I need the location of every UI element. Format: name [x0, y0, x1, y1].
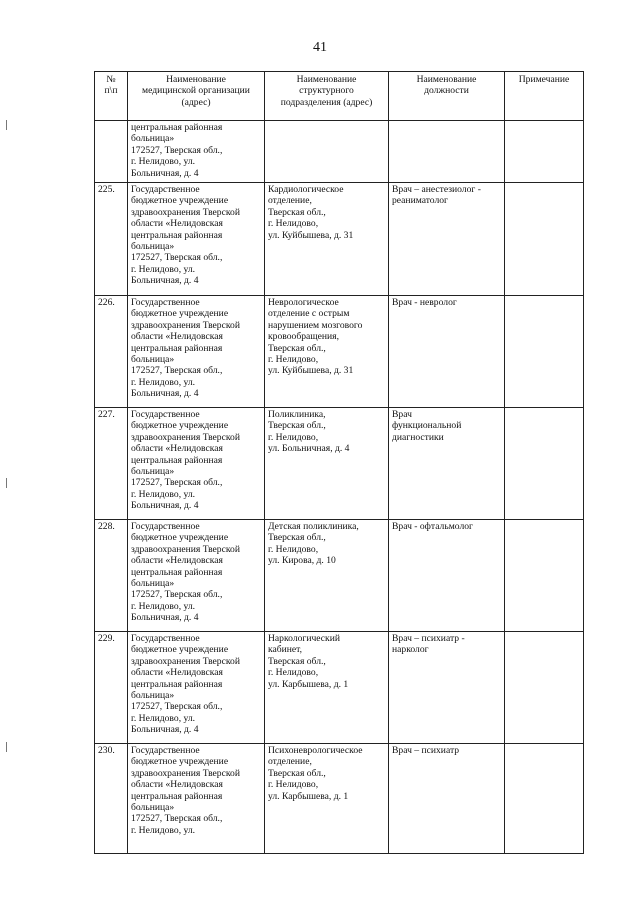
- row-organization: Государственное бюджетное учреждение здравоохранения Тверской области «Нелидовская центральная районная больница» 172527, Тверская обл., г. Нелидово, ул. Больничная, д. 4: [128, 183, 265, 296]
- header-organization: Наименование медицинской организации (адрес): [128, 72, 265, 121]
- row-organization: Государственное бюджетное учреждение здравоохранения Тверской области «Нелидовская центральная районная больница» 172527, Тверская обл., г. Нелидово, ул. Больничная, д. 4: [128, 520, 265, 632]
- row-organization: Государственное бюджетное учреждение здравоохранения Тверской области «Нелидовская центральная районная больница» 172527, Тверская обл., г. Нелидово, ул. Больничная, д. 4: [128, 296, 265, 408]
- row-position: Врач – психиатр: [389, 744, 505, 854]
- row-position: Врач - офтальмолог: [389, 520, 505, 632]
- row-position: Врач – анестезиолог - реаниматолог: [389, 183, 505, 296]
- header-num: № п\п: [95, 72, 128, 121]
- row-note: [505, 520, 584, 632]
- table-row: [95, 121, 584, 183]
- table-row: [95, 744, 584, 854]
- row-position: Врач функциональной диагностики: [389, 408, 505, 520]
- row-num: [95, 121, 128, 183]
- row-unit: Поликлиника, Тверская обл., г. Нелидово, ул. Больничная, д. 4: [265, 408, 389, 520]
- row-organization: центральная районная больница» 172527, Тверская обл., г. Нелидово, ул. Больничная, д. 4: [128, 121, 265, 183]
- row-num: 229.: [95, 632, 128, 744]
- header-position: Наименование должности: [389, 72, 505, 121]
- positions-table: [94, 71, 584, 854]
- margin-mark: [6, 120, 7, 130]
- margin-mark: [6, 742, 7, 752]
- row-note: [505, 121, 584, 183]
- row-num: 225.: [95, 183, 128, 296]
- row-num: 230.: [95, 744, 128, 854]
- table-row: [95, 296, 584, 408]
- row-num: 228.: [95, 520, 128, 632]
- row-unit: Детская поликлиника, Тверская обл., г. Нелидово, ул. Кирова, д. 10: [265, 520, 389, 632]
- margin-mark: [6, 478, 7, 488]
- header-unit: Наименование структурного подразделения (адрес): [265, 72, 389, 121]
- row-unit: Наркологический кабинет, Тверская обл., г. Нелидово, ул. Карбышева, д. 1: [265, 632, 389, 744]
- row-organization: Государственное бюджетное учреждение здравоохранения Тверской области «Нелидовская центральная районная больница» 172527, Тверская обл., г. Нелидово, ул. Больничная, д. 4: [128, 632, 265, 744]
- row-unit: Психоневрологическое отделение, Тверская обл., г. Нелидово, ул. Карбышева, д. 1: [265, 744, 389, 854]
- row-unit: Неврологическое отделение с острым нарушением мозгового кровообращения, Тверская обл., г. Нелидово, ул. Куйбышева, д. 31: [265, 296, 389, 408]
- table-row: [95, 632, 584, 744]
- row-num: 226.: [95, 296, 128, 408]
- table-header-row: [95, 72, 584, 121]
- row-position: Врач - невролог: [389, 296, 505, 408]
- row-unit: Кардиологическое отделение, Тверская обл., г. Нелидово, ул. Куйбышева, д. 31: [265, 183, 389, 296]
- row-note: [505, 632, 584, 744]
- row-num: 227.: [95, 408, 128, 520]
- row-organization: Государственное бюджетное учреждение здравоохранения Тверской области «Нелидовская центральная районная больница» 172527, Тверская обл., г. Нелидово, ул. Больничная, д. 4: [128, 408, 265, 520]
- table-row: [95, 520, 584, 632]
- row-note: [505, 296, 584, 408]
- row-note: [505, 183, 584, 296]
- page-number: 41: [313, 40, 327, 55]
- table-row: [95, 183, 584, 296]
- table-row: [95, 408, 584, 520]
- row-unit: [265, 121, 389, 183]
- row-position: [389, 121, 505, 183]
- header-note: Примечание: [505, 72, 584, 121]
- row-note: [505, 408, 584, 520]
- row-note: [505, 744, 584, 854]
- row-position: Врач – психиатр - нарколог: [389, 632, 505, 744]
- row-organization: Государственное бюджетное учреждение здравоохранения Тверской области «Нелидовская центральная районная больница» 172527, Тверская обл., г. Нелидово, ул.: [128, 744, 265, 854]
